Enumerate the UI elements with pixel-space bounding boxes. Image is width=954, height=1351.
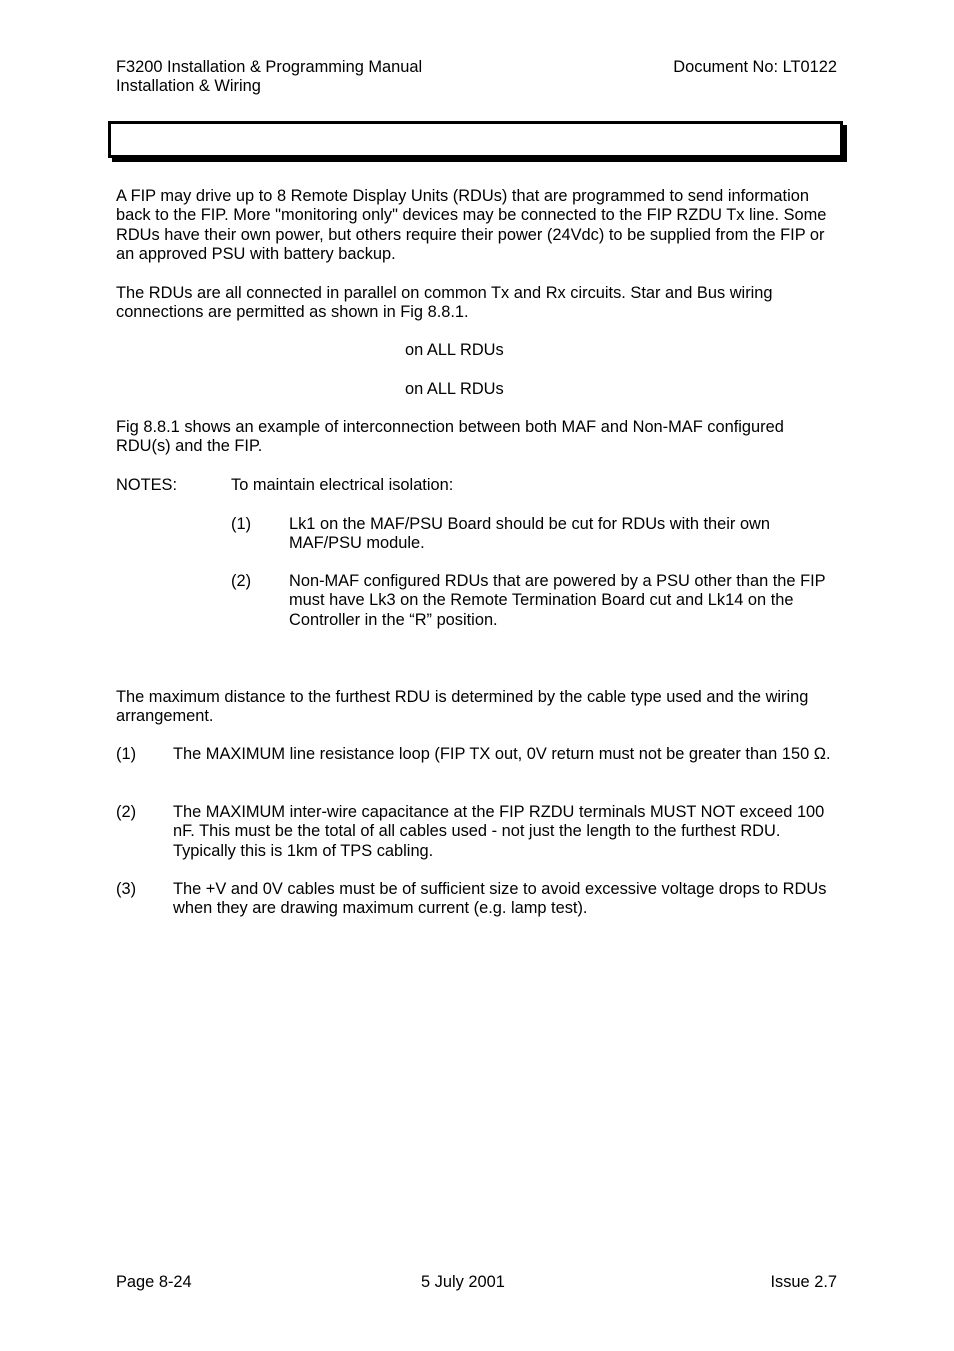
section-title-box	[108, 121, 843, 158]
distance-item-number: (2)	[116, 803, 137, 821]
distance-item-number: (3)	[116, 880, 137, 898]
manual-title: F3200 Installation & Programming Manual	[116, 58, 423, 76]
chapter-title: Installation & Wiring	[116, 77, 261, 96]
distance-intro: The maximum distance to the furthest RDU is determined by the cable type used and the wiring arrangement.	[116, 688, 809, 726]
notes-lead: To maintain electrical isolation:	[231, 476, 454, 494]
note-item-number: (2)	[231, 572, 252, 590]
distance-item-number: (1)	[116, 745, 137, 763]
issue-number: Issue 2.7	[770, 1273, 837, 1291]
distance-item-text: The MAXIMUM line resistance loop (FIP TX out, 0V return must not be greater than 150 Ω.	[173, 745, 831, 763]
intro-paragraph-3: Fig 8.8.1 shows an example of interconnection between both MAF and Non-MAF configured RDU(s) and the FIP.	[116, 418, 784, 456]
note-item-number: (1)	[231, 515, 252, 533]
intro-paragraph-2: The RDUs are all connected in parallel on common Tx and Rx circuits. Star and Bus wiring connections are permitted as shown in Fig 8.8.1.	[116, 284, 773, 322]
rule-line-1: on ALL RDUs	[405, 341, 504, 359]
footer-date: 5 July 2001	[421, 1273, 505, 1291]
distance-item-text: The MAXIMUM inter-wire capacitance at the FIP RZDU terminals MUST NOT exceed 100 nF. This must be the total of all cables used - not just the length to the furthest RDU. Typically this is 1km of TPS cabling.	[173, 803, 825, 860]
distance-item-text: The +V and 0V cables must be of sufficient size to avoid excessive voltage drops to RDUs when they are drawing maximum current (e.g. lamp test).	[173, 880, 827, 918]
document-header-left	[116, 58, 422, 97]
page-number: Page 8-24	[116, 1273, 192, 1291]
intro-paragraph-1: A FIP may drive up to 8 Remote Display Units (RDUs) that are programmed to send information back to the FIP. More "monitoring only" devices may be connected to the FIP RZDU Tx line. Some RDUs have their own power, but others require their power (24Vdc) to be supplied from the FIP or an approved PSU with battery backup.	[116, 187, 827, 264]
rule-line-2: on ALL RDUs	[405, 380, 504, 398]
notes-label: NOTES:	[116, 476, 178, 494]
note-item-text: Non-MAF configured RDUs that are powered by a PSU other than the FIP must have Lk3 on the Remote Termination Board cut and Lk14 on the Controller in the “R” position.	[289, 572, 826, 629]
document-number: Document No: LT0122	[673, 58, 837, 76]
note-item-text: Lk1 on the MAF/PSU Board should be cut for RDUs with their own MAF/PSU module.	[289, 515, 771, 553]
